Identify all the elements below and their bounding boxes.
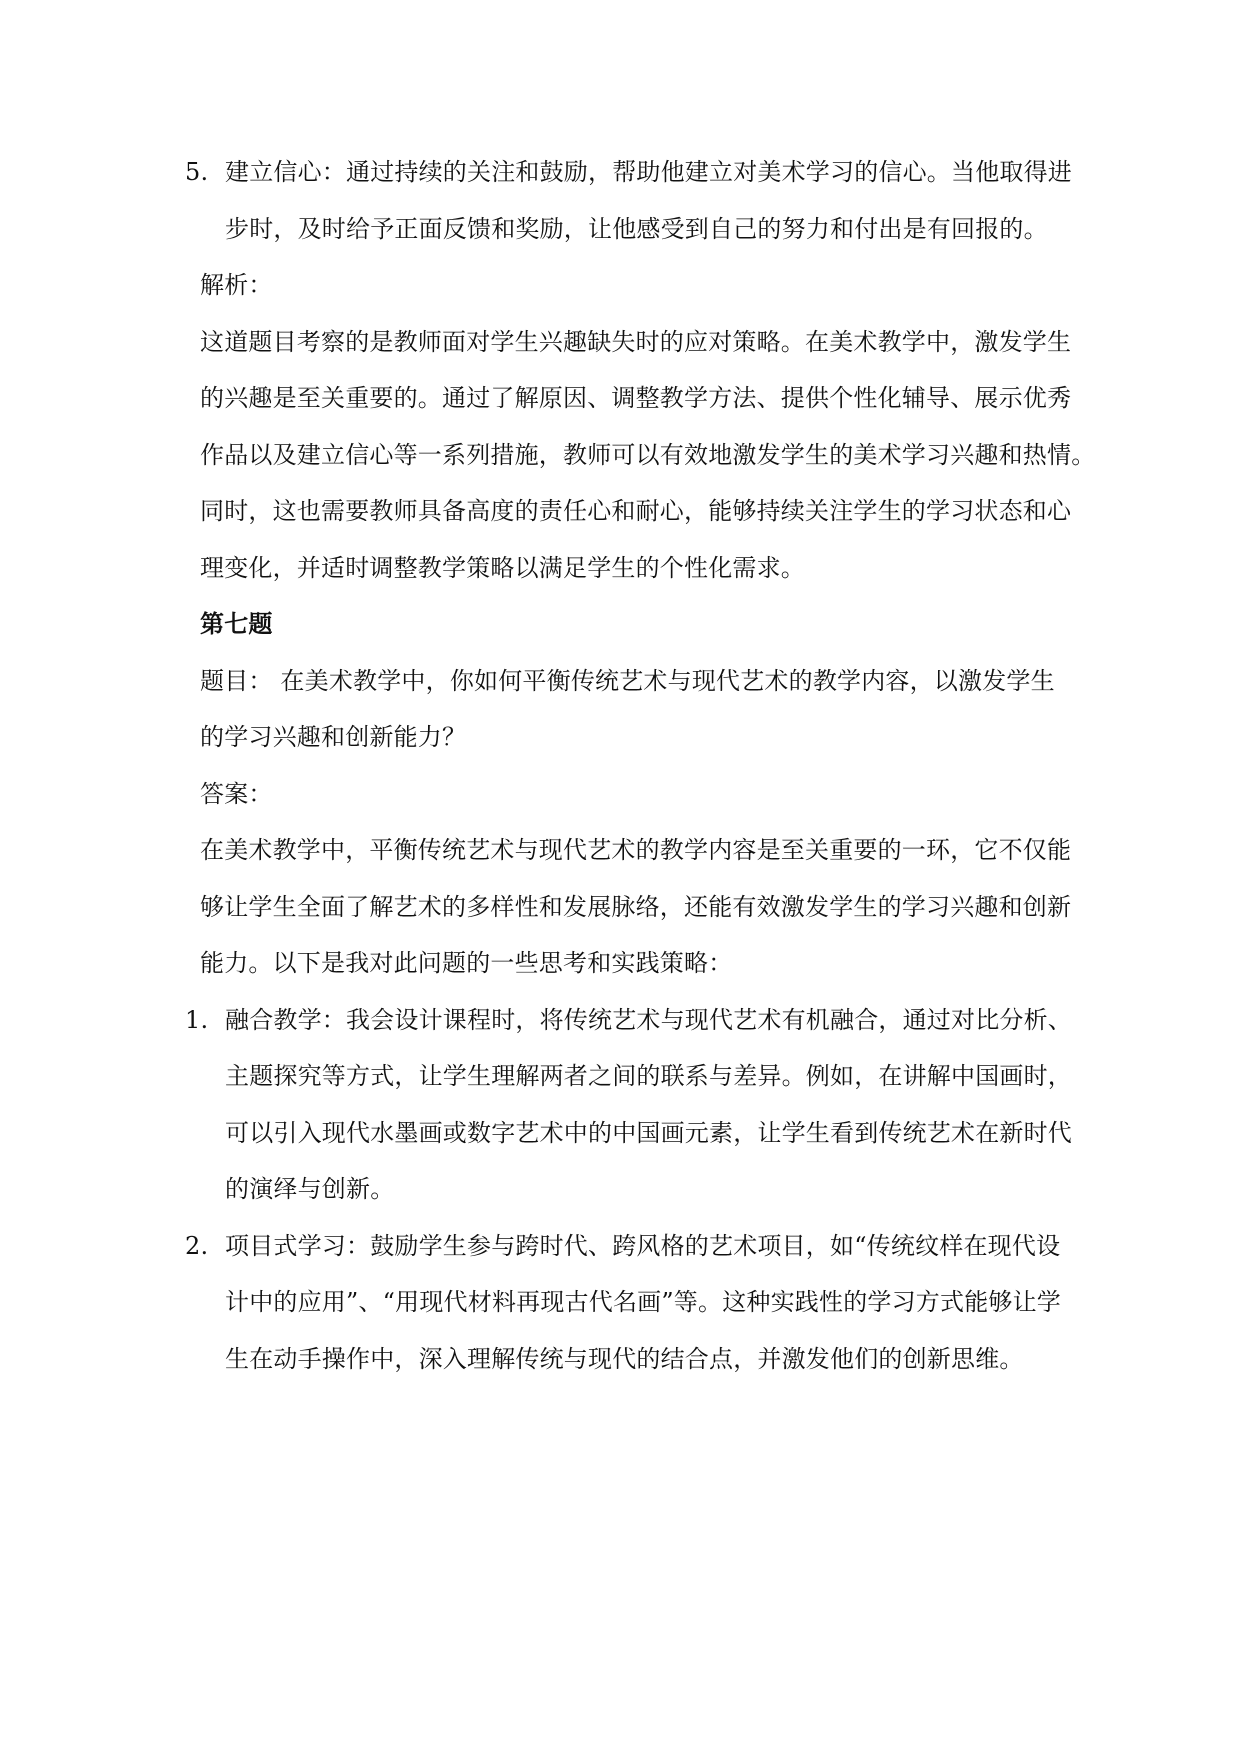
- answer-label: 答案：: [200, 779, 273, 808]
- analysis-paragraph-line: 理变化，并适时调整教学策略以满足学生的个性化需求。: [200, 553, 805, 582]
- list-item-text: 项目式学习：鼓励学生参与跨时代、跨风格的艺术项目，如“传统纹样在现代设: [225, 1231, 1061, 1260]
- list-item-text: 步时，及时给予正面反馈和奖励，让他感受到自己的努力和付出是有回报的。: [225, 214, 1048, 243]
- question-heading: 第七题: [200, 609, 273, 638]
- document-content: [185, 144, 1096, 1387]
- list-item-text: 可以引入现代水墨画或数字艺术中的中国画元素，让学生看到传统艺术在新时代: [225, 1118, 1072, 1147]
- list-item-1-continuation: [200, 1161, 1080, 1218]
- list-item-text: 融合教学：我会设计课程时，将传统艺术与现代艺术有机融合，通过对比分析、: [225, 1005, 1072, 1034]
- list-item-number: 5.: [185, 158, 209, 186]
- list-item-1-continuation: [200, 1105, 1080, 1162]
- list-item-number: 2.: [185, 1231, 209, 1260]
- answer-paragraph-line: 够让学生全面了解艺术的多样性和发展脉络，还能有效激发学生的学习兴趣和创新: [200, 892, 1072, 921]
- list-item-2-continuation: [200, 1274, 1080, 1331]
- question-text-line: 题目： 在美术教学中，你如何平衡传统艺术与现代艺术的教学内容，以激发学生: [200, 666, 1055, 695]
- analysis-paragraph-line: 同时，这也需要教师具备高度的责任心和耐心，能够持续关注学生的学习状态和心: [200, 497, 1072, 525]
- list-item-text: 生在动手操作中，深入理解传统与现代的结合点，并激发他们的创新思维。: [225, 1344, 1024, 1373]
- list-item-5-continuation: [200, 201, 1080, 258]
- analysis-label: 解析：: [200, 271, 273, 299]
- list-item-number: 1.: [185, 1005, 209, 1034]
- answer-paragraph-line: 在美术教学中，平衡传统艺术与现代艺术的教学内容是至关重要的一环，它不仅能: [200, 836, 1072, 864]
- list-item-text: 计中的应用”、“用现代材料再现古代名画”等。这种实践性的学习方式能够让学: [225, 1288, 1062, 1316]
- analysis-paragraph-line: 作品以及建立信心等一系列措施，教师可以有效地激发学生的美术学习兴趣和热情。: [200, 440, 1096, 469]
- list-item-text: 建立信心：通过持续的关注和鼓励，帮助他建立对美术学习的信心。当他取得进: [225, 158, 1072, 186]
- list-item-1-continuation: [200, 1048, 1080, 1105]
- list-item-1: [185, 992, 1080, 1049]
- analysis-paragraph-line: 的兴趣是至关重要的。通过了解原因、调整教学方法、提供个性化辅导、展示优秀: [200, 384, 1072, 412]
- list-item-text: 主题探究等方式，让学生理解两者之间的联系与差异。例如，在讲解中国画时，: [225, 1062, 1072, 1090]
- list-item-5: [185, 144, 1080, 201]
- analysis-paragraph-line: 这道题目考察的是教师面对学生兴趣缺失时的应对策略。在美术教学中，激发学生: [200, 327, 1072, 356]
- question-text-line: 的学习兴趣和创新能力？: [200, 723, 467, 751]
- list-item-2-continuation: [200, 1331, 1080, 1388]
- list-item-2: [185, 1218, 1080, 1275]
- answer-paragraph-line: 能力。以下是我对此问题的一些思考和实践策略：: [200, 949, 733, 977]
- list-item-text: 的演绎与创新。: [225, 1175, 395, 1203]
